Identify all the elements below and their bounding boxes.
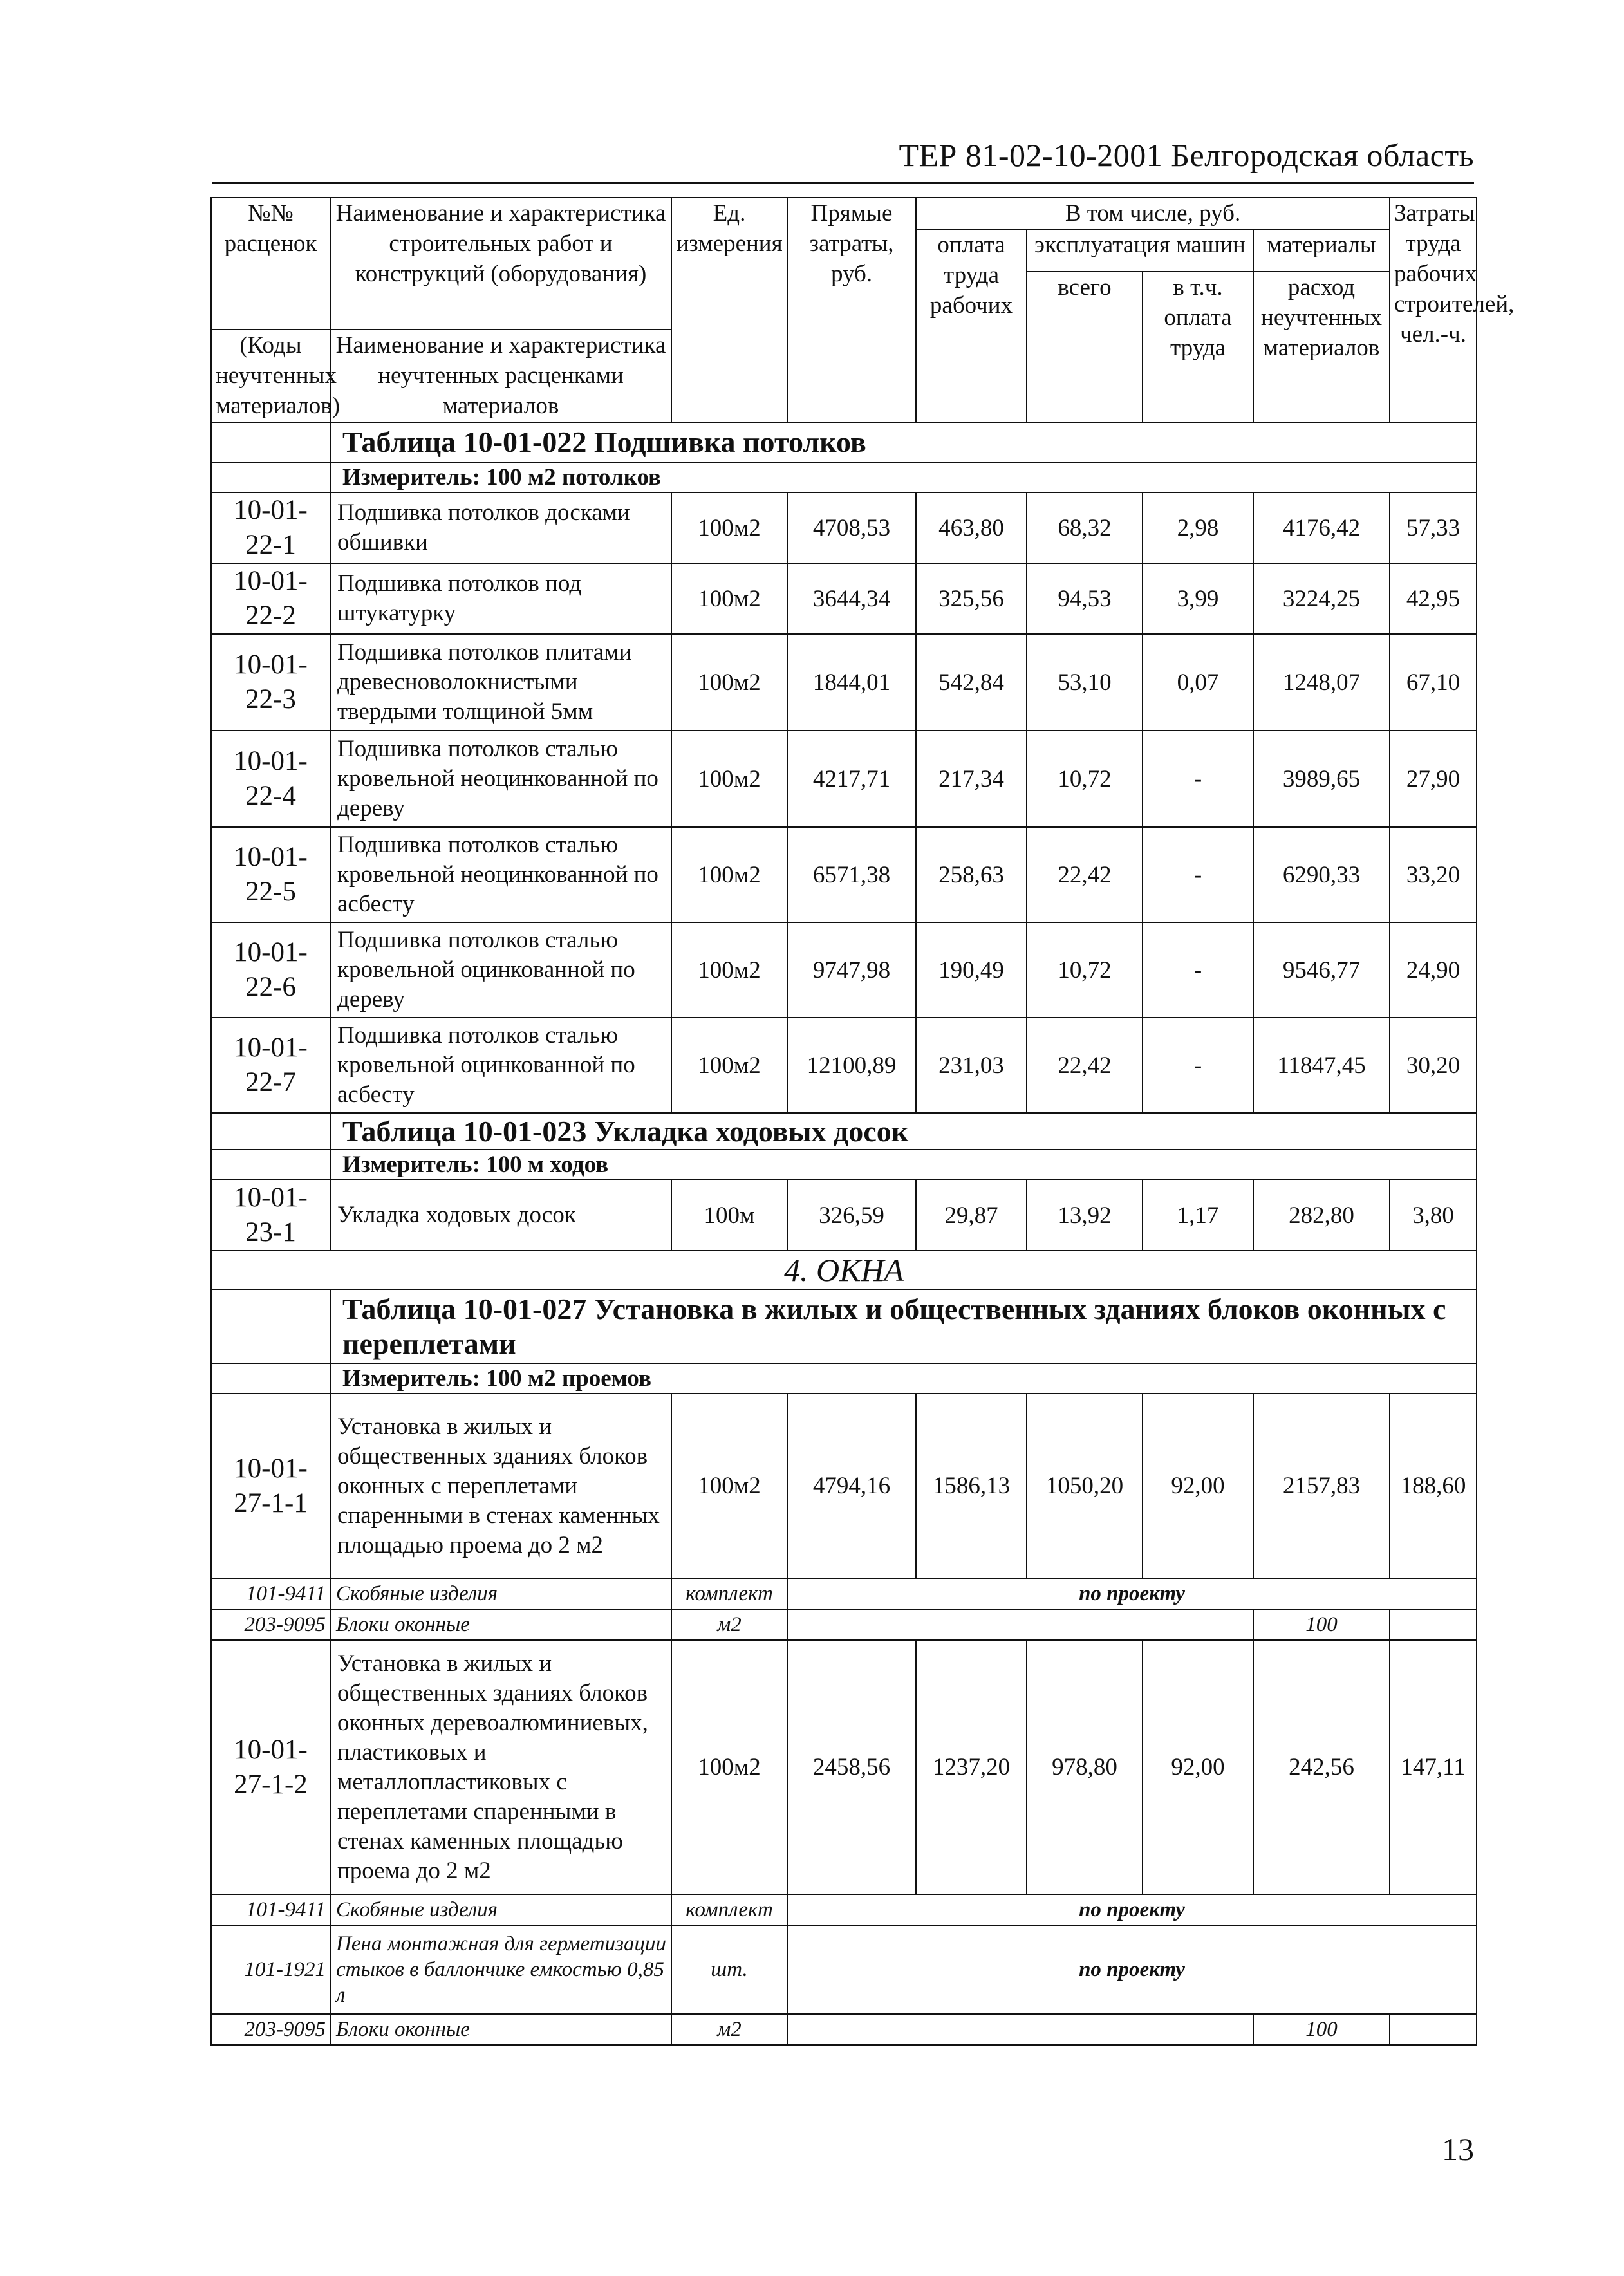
document-header: ТЕР 81-02-10-2001 Белгородская область — [899, 137, 1474, 173]
table-row — [211, 492, 1477, 563]
row-materials: 4176,42 — [1253, 492, 1390, 563]
table-row — [211, 922, 1477, 1018]
material-value: по проекту — [787, 1925, 1477, 2014]
page-number: 13 — [1442, 2131, 1474, 2167]
row-unit: 100м2 — [671, 1394, 787, 1578]
row-direct: 9747,98 — [787, 922, 916, 1018]
blank-cell — [787, 1609, 1253, 1640]
blank-cell — [211, 462, 330, 492]
row-wages: 1237,20 — [916, 1640, 1027, 1894]
material-unit: комплект — [671, 1578, 787, 1609]
row-direct: 12100,89 — [787, 1018, 916, 1113]
material-code: 203-9095 — [211, 2014, 330, 2045]
row-code: 10-01-27-1-2 — [211, 1640, 330, 1894]
table-row — [211, 1640, 1477, 1894]
col-machines-header: эксплуатация машин — [1027, 229, 1253, 272]
material-value: по проекту — [787, 1578, 1477, 1609]
row-labor: 3,80 — [1390, 1180, 1477, 1251]
row-labor: 67,10 — [1390, 634, 1477, 731]
row-unit: 100м2 — [671, 492, 787, 563]
row-code: 10-01-27-1-1 — [211, 1394, 330, 1578]
row-machine-wages: 0,07 — [1143, 634, 1253, 731]
blank-cell — [211, 1150, 330, 1180]
row-direct: 3644,34 — [787, 563, 916, 634]
row-name: Подшивка потолков под штукатурку — [330, 563, 671, 634]
row-direct: 326,59 — [787, 1180, 916, 1251]
material-row — [211, 1894, 1477, 1925]
row-machine-wages: 92,00 — [1143, 1394, 1253, 1578]
col-labor-header: Затраты труда рабочих строителей, чел.-ч. — [1390, 198, 1477, 422]
row-wages: 542,84 — [916, 634, 1027, 731]
row-machines: 1050,20 — [1027, 1394, 1143, 1578]
material-name: Скобяные изделия — [330, 1894, 671, 1925]
row-machine-wages: - — [1143, 1018, 1253, 1113]
row-materials: 6290,33 — [1253, 827, 1390, 922]
material-code: 101-9411 — [211, 1894, 330, 1925]
row-labor: 57,33 — [1390, 492, 1477, 563]
col-wages-header: оплата труда рабочих — [916, 229, 1027, 422]
row-code: 10-01-22-5 — [211, 827, 330, 922]
row-labor: 188,60 — [1390, 1394, 1477, 1578]
blank-cell — [1390, 2014, 1477, 2045]
row-unit: 100м2 — [671, 563, 787, 634]
row-materials: 9546,77 — [1253, 922, 1390, 1018]
col-name-header: Наименование и характеристика строительных работ и конструкций (оборудования) — [330, 198, 671, 330]
rates-table — [210, 197, 1515, 2046]
row-name: Подшивка потолков досками обшивки — [330, 492, 671, 563]
row-materials: 3989,65 — [1253, 731, 1390, 827]
row-materials: 1248,07 — [1253, 634, 1390, 731]
row-machines: 94,53 — [1027, 563, 1143, 634]
row-name: Подшивка потолков сталью кровельной оцинкованной по дереву — [330, 922, 671, 1018]
row-wages: 217,34 — [916, 731, 1027, 827]
row-name: Подшивка потолков плитами древесноволокнистыми твердыми толщиной 5мм — [330, 634, 671, 731]
blank-cell — [211, 1289, 330, 1363]
row-wages: 231,03 — [916, 1018, 1027, 1113]
row-code: 10-01-22-7 — [211, 1018, 330, 1113]
row-materials: 242,56 — [1253, 1640, 1390, 1894]
material-unit: комплект — [671, 1894, 787, 1925]
col-mach-total-header: всего — [1027, 272, 1143, 422]
row-name: Укладка ходовых досок — [330, 1180, 671, 1251]
blank-cell — [211, 1113, 330, 1150]
row-wages: 463,80 — [916, 492, 1027, 563]
row-machines: 13,92 — [1027, 1180, 1143, 1251]
material-unit: м2 — [671, 2014, 787, 2045]
row-machines: 68,32 — [1027, 492, 1143, 563]
row-machines: 10,72 — [1027, 922, 1143, 1018]
material-code: 203-9095 — [211, 1609, 330, 1640]
row-name: Подшивка потолков сталью кровельной неоцинкованной по дереву — [330, 731, 671, 827]
material-code: 101-9411 — [211, 1578, 330, 1609]
blank-cell — [211, 1363, 330, 1394]
col-name2-header: Наименование и характеристика неучтенных расценками материалов — [330, 330, 671, 422]
row-wages: 190,49 — [916, 922, 1027, 1018]
row-unit: 100м2 — [671, 634, 787, 731]
row-code: 10-01-23-1 — [211, 1180, 330, 1251]
row-unit: 100м2 — [671, 731, 787, 827]
row-code: 10-01-22-6 — [211, 922, 330, 1018]
blank-cell — [787, 2014, 1253, 2045]
row-machine-wages: 92,00 — [1143, 1640, 1253, 1894]
row-unit: 100м2 — [671, 1640, 787, 1894]
row-labor: 27,90 — [1390, 731, 1477, 827]
table-row — [211, 1018, 1477, 1113]
material-row — [211, 1578, 1477, 1609]
material-row — [211, 1925, 1477, 2014]
row-direct: 4708,53 — [787, 492, 916, 563]
table-row — [211, 731, 1477, 827]
material-row — [211, 2014, 1477, 2045]
row-machines: 978,80 — [1027, 1640, 1143, 1894]
row-machine-wages: - — [1143, 731, 1253, 827]
row-materials: 3224,25 — [1253, 563, 1390, 634]
material-code: 101-1921 — [211, 1925, 330, 2014]
row-labor: 147,11 — [1390, 1640, 1477, 1894]
table-title: Таблица 10-01-027 Установка в жилых и общественных зданиях блоков оконных с переплетами — [330, 1289, 1477, 1363]
row-labor: 30,20 — [1390, 1018, 1477, 1113]
row-direct: 1844,01 — [787, 634, 916, 731]
table-row — [211, 563, 1477, 634]
row-wages: 258,63 — [916, 827, 1027, 922]
row-direct: 2458,56 — [787, 1640, 916, 1894]
material-unit: шт. — [671, 1925, 787, 2014]
row-machine-wages: 3,99 — [1143, 563, 1253, 634]
table-title: Таблица 10-01-023 Укладка ходовых досок — [330, 1113, 1477, 1150]
row-unit: 100м — [671, 1180, 787, 1251]
row-direct: 4794,16 — [787, 1394, 916, 1578]
table-row — [211, 827, 1477, 922]
row-materials: 11847,45 — [1253, 1018, 1390, 1113]
material-value: по проекту — [787, 1894, 1477, 1925]
row-name: Подшивка потолков сталью кровельной оцинкованной по асбесту — [330, 1018, 671, 1113]
row-direct: 4217,71 — [787, 731, 916, 827]
row-labor: 33,20 — [1390, 827, 1477, 922]
row-name: Подшивка потолков сталью кровельной неоцинкованной по асбесту — [330, 827, 671, 922]
row-labor: 24,90 — [1390, 922, 1477, 1018]
col-code-header: №№ расценок — [211, 198, 330, 330]
col-mach-wages-header: в т.ч. оплата труда — [1143, 272, 1253, 422]
row-code: 10-01-22-4 — [211, 731, 330, 827]
row-name: Установка в жилых и общественных зданиях блоков оконных с переплетами спаренными в стенах каменных площадью проема до 2 м2 — [330, 1394, 671, 1578]
col-unit-header: Ед. измерения — [671, 198, 787, 422]
row-wages: 29,87 — [916, 1180, 1027, 1251]
table-row — [211, 634, 1477, 731]
row-machine-wages: - — [1143, 827, 1253, 922]
section-heading: 4. ОКНА — [211, 1251, 1477, 1289]
material-unit: м2 — [671, 1609, 787, 1640]
measure-line: Измеритель: 100 м ходов — [330, 1150, 1477, 1180]
table-title: Таблица 10-01-022 Подшивка потолков — [330, 422, 1477, 462]
material-name: Скобяные изделия — [330, 1578, 671, 1609]
row-code: 10-01-22-3 — [211, 634, 330, 731]
col-direct-header: Прямые затраты, руб. — [787, 198, 916, 422]
row-labor: 42,95 — [1390, 563, 1477, 634]
header-rule — [212, 182, 1474, 184]
row-unit: 100м2 — [671, 827, 787, 922]
row-code: 10-01-22-1 — [211, 492, 330, 563]
material-row — [211, 1609, 1477, 1640]
col-code2-header: (Коды неучтенных материалов) — [211, 330, 330, 422]
material-name: Блоки оконные — [330, 2014, 671, 2045]
row-machine-wages: 1,17 — [1143, 1180, 1253, 1251]
row-materials: 2157,83 — [1253, 1394, 1390, 1578]
row-machines: 53,10 — [1027, 634, 1143, 731]
table-row — [211, 1180, 1477, 1251]
row-machine-wages: 2,98 — [1143, 492, 1253, 563]
row-wages: 1586,13 — [916, 1394, 1027, 1578]
material-value: 100 — [1253, 1609, 1390, 1640]
row-machine-wages: - — [1143, 922, 1253, 1018]
measure-line: Измеритель: 100 м2 потолков — [330, 462, 1477, 492]
blank-cell — [211, 422, 330, 462]
blank-cell — [1390, 1609, 1477, 1640]
col-mat-use-header: расход неучтенных материалов — [1253, 272, 1390, 422]
material-name: Пена монтажная для герметизации стыков в баллончике емкостью 0,85 л — [330, 1925, 671, 2014]
row-machines: 22,42 — [1027, 1018, 1143, 1113]
row-materials: 282,80 — [1253, 1180, 1390, 1251]
col-incl-header: В том числе, руб. — [916, 198, 1390, 229]
row-name: Установка в жилых и общественных зданиях блоков оконных деревоалюминиевых, пластиковых и металлопластиковых с переплетами спаренными в стенах каменных площадью проема до 2 м2 — [330, 1640, 671, 1894]
material-name: Блоки оконные — [330, 1609, 671, 1640]
row-unit: 100м2 — [671, 1018, 787, 1113]
table-row — [211, 1394, 1477, 1578]
material-value: 100 — [1253, 2014, 1390, 2045]
row-direct: 6571,38 — [787, 827, 916, 922]
row-machines: 22,42 — [1027, 827, 1143, 922]
row-machines: 10,72 — [1027, 731, 1143, 827]
row-unit: 100м2 — [671, 922, 787, 1018]
measure-line: Измеритель: 100 м2 проемов — [330, 1363, 1477, 1394]
row-code: 10-01-22-2 — [211, 563, 330, 634]
row-wages: 325,56 — [916, 563, 1027, 634]
col-materials-header: материалы — [1253, 229, 1390, 272]
